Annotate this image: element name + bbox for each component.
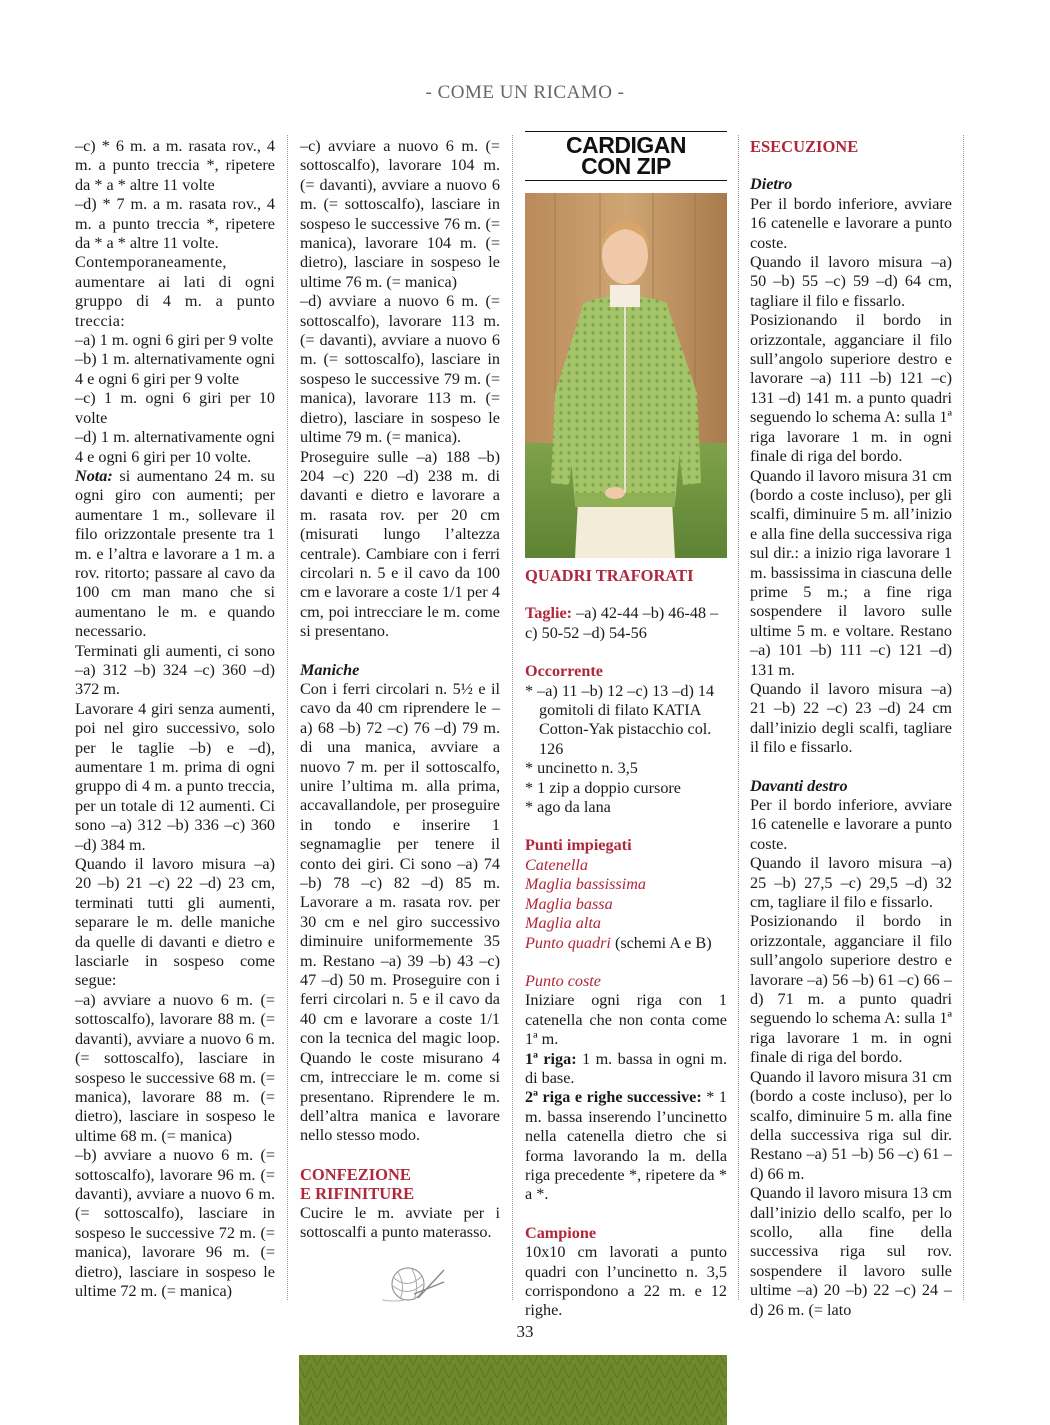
paragraph: –b) 1 m. alternativamente ogni 4 e ogni 6 giri per 9 volte xyxy=(75,350,275,388)
paragraph: Quando il lavoro misura 13 cm dall’inizio dello scalfo, per lo scollo, alla fine della successiva riga sul rov. sospendere il lavoro sulle ultime –a) 20 –b) 22 –c) 24 –d) 26 m. (= lato xyxy=(750,1184,952,1319)
paragraph: Quando il lavoro misura –a) 50 –b) 55 –c) 59 –d) 64 cm, tagliare il filo e fissarlo. xyxy=(750,253,952,310)
paragraph: Contemporaneamente, aumentare ai lati di ogni gruppo di 4 m. a punto treccia: xyxy=(75,253,275,330)
column-3 xyxy=(525,566,727,1321)
paragraph: –c) * 6 m. a m. rasata rov., 4 m. a punto treccia *, ripetere da * a * altre 11 volte xyxy=(75,137,275,194)
paragraph: –a) avviare a nuovo 6 m. (= sottoscalfo), lavorare 88 m. (= davanti), avviare a nuovo 6 m. (= sottoscalfo), lasciare in sospeso le successive 68 m. (= manica), lavorare 88 m. (= dietro), lasciare in sospeso le ultime 68 m. (= manica) xyxy=(75,990,275,1145)
paragraph: Quando il lavoro misura –a) 20 –b) 21 –c) 22 –d) 23 cm, terminati tutti gli aumenti, separare le m. delle maniche da quelle di davanti e dietro e lasciarle in sospeso come segue: xyxy=(75,855,275,990)
stitch-item: Maglia alta xyxy=(525,914,601,933)
stitch-item: Catenella xyxy=(525,855,588,874)
column-divider xyxy=(287,135,288,1300)
nota-label: Nota: xyxy=(75,466,113,485)
taglie-text: –a) 42-44 –b) 46-48 –c) 50-52 –d) 54-56 xyxy=(525,604,719,642)
punti-heading: Punti impiegati xyxy=(525,836,632,855)
nota-paragraph xyxy=(75,467,275,642)
paragraph: Per il bordo inferiore, avviare 16 catenelle e lavorare a punto coste. xyxy=(750,796,952,853)
paragraph: 10x10 cm lavorati a punto quadri con l’uncinetto n. 3,5 corrispondono a 22 m. e 12 righe. xyxy=(525,1243,727,1320)
title-rule-bottom xyxy=(525,180,727,181)
column-divider xyxy=(512,135,513,1300)
paragraph: Per il bordo inferiore, avviare 16 catenelle e lavorare a punto coste. xyxy=(750,194,952,252)
stitch-item: Maglia bassa xyxy=(525,894,613,913)
paragraph: –d) avviare a nuovo 6 m. (= sottoscalfo), lavorare 113 m. (= davanti), avviare a nuovo 6 m. (= sottoscalfo), lasciare in sospeso le successive 79 m. (= manica), lavorare 113 m. (= dietro), lasciare in sospeso le ultime 79 m. (= manica). xyxy=(300,292,500,447)
column-divider xyxy=(963,135,964,1300)
paragraph: Con i ferri circolari n. 5½ e il cavo da 40 cm riprendere le –a) 68 –b) 72 –c) 76 –d) 79 m. di una manica, avviare a nuovo 7 m. per il sottoscalfo, unire l’ultima m. alla prima, accavallandole, per proseguire in tondo e inserire 1 segnamaglie per tenere il conto dei giri. Ci sono –a) 74 –b) 78 –c) 82 –d) 85 m. Lavorare a m. rasata rov. per 30 cm e nel giro successivo diminuire uniformemente 35 m. Restano –a) 39 –b) 43 –c) 47 –d) 50 m. Proseguire con i ferri circolari n. 5 e il cavo da 40 cm e lavorare a coste 1/1 con la tecnica del magic loop. Quando le coste misurano 4 cm, intrecciare le m. come si presentano. Riprendere le m. dell’altra manica e lavorare nello stesso modo. xyxy=(300,679,500,1145)
confezione-heading: CONFEZIONE xyxy=(300,1164,411,1184)
paragraph: Posizionando il bordo in orizzontale, agganciare il filo sull’angolo superiore destro e lavorare –a) 56 –b) 61 –c) 66 –d) 71 m. a punto quadri seguendo lo schema A: sulla 1ª riga lavorare 1 m. in ogni finale di riga del bordo. xyxy=(750,912,952,1067)
paragraph: Posizionando il bordo in orizzontale, agganciare il filo sull’angolo superiore destro e lavorare –a) 111 –b) 121 –c) 131 –d) 141 m. a punto quadri seguendo lo schema A: sulla 1ª riga lavorare 1 m. in ogni finale di riga del bordo. xyxy=(750,311,952,466)
paragraph: Proseguire sulle –a) 188 –b) 204 –c) 220 –d) 238 m. di davanti e dietro e lavorare a m. rasata rov. per 20 cm (misurati lungo l’altezza centrale). Cambiare con i ferri circolari n. 5 e il cavo da 100 cm e lavorare a coste 1/1 per 4 cm, poi intrecciare le m. come si presentano. xyxy=(300,447,500,641)
paragraph: –a) 1 m. ogni 6 giri per 9 volte xyxy=(75,331,274,350)
cardigan-photo xyxy=(525,193,727,558)
page-number: 33 xyxy=(516,1322,534,1341)
materials-item: * uncinetto n. 3,5 xyxy=(525,759,638,778)
paragraph: –b) avviare a nuovo 6 m. (= sottoscalfo), lavorare 96 m. (= davanti), avviare a nuovo 6 m. (= sottoscalfo), lasciare in sospeso le successive 72 m. (= manica), lavorare 96 m. (= dietro), lasciare in sospeso le ultime 72 m. (= manica) xyxy=(75,1146,275,1300)
yarn-ball-icon xyxy=(378,1262,448,1304)
title-line-1: CARDIGAN xyxy=(566,132,686,158)
dietro-heading: Dietro xyxy=(750,175,793,194)
paragraph xyxy=(525,1088,727,1204)
column-4 xyxy=(750,137,952,1320)
section-heading: QUADRI TRAFORATI xyxy=(525,566,694,585)
title-line-2: CON ZIP xyxy=(581,153,671,179)
materials-item: * ago da lana xyxy=(525,798,611,817)
riga1-label: 1ª riga: xyxy=(525,1049,577,1068)
stitch-item: Maglia bassissima xyxy=(525,875,646,894)
stitch-item xyxy=(525,934,727,953)
confezione-heading-2: E RIFINITURE xyxy=(300,1184,415,1204)
paragraph: Quando il lavoro misura –a) 25 –b) 27,5 –c) 29,5 –d) 32 cm, tagliare il filo e fissarlo. xyxy=(750,854,952,912)
running-header: - COME UN RICAMO - xyxy=(425,82,625,103)
paragraph: –d) * 7 m. a m. rasata rov., 4 m. a punto treccia *, ripetere da * a * altre 11 volte. xyxy=(75,195,275,253)
paragraph: Lavorare 4 giri senza aumenti, poi nel giro successivo, solo per le taglie –b) e –d), aumentare 1 m. prima di ogni gruppo di 4 m. a punto treccia, per un totale di 12 aumenti. Ci sono –a) 312 –b) 336 –c) 360 –d) 384 m. xyxy=(75,699,275,854)
paragraph: –c) 1 m. ogni 6 giri per 10 volte xyxy=(75,389,275,427)
riga1-text: 1 m. bassa in ogni m. di base. xyxy=(525,1049,727,1087)
column-2 xyxy=(300,137,500,1242)
riga2-label: 2ª riga e righe successive: xyxy=(525,1088,702,1107)
paragraph xyxy=(525,1050,727,1089)
section-heading: ESECUZIONE xyxy=(750,137,859,156)
punto-quadri-note: (schemi A e B) xyxy=(610,933,712,952)
coste-heading: Punto coste xyxy=(525,971,601,990)
paragraph: –c) avviare a nuovo 6 m. (= sottoscalfo), lavorare 104 m. (= davanti), avviare a nuovo 6 m. (= sottoscalfo), lasciare in sospeso le successive 76 m. (= manica), lavorare 104 m. (= dietro), lasciare in sospeso le ultime 76 m. (= manica) xyxy=(300,137,500,291)
punto-quadri: Punto quadri xyxy=(525,933,611,952)
paragraph: Terminati gli aumenti, ci sono –a) 312 –b) 324 –c) 360 –d) 372 m. xyxy=(75,641,275,699)
davanti-heading: Davanti destro xyxy=(750,776,848,795)
materials-item: * 1 zip a doppio cursore xyxy=(525,778,681,797)
paragraph: Cucire le m. avviate per i sottoscalfi a punto materasso. xyxy=(300,1203,500,1241)
materials-item: * –a) 11 –b) 12 –c) 13 –d) 14 gomitoli di filato KATIA Cotton-Yak pistacchio col. 126 xyxy=(525,681,715,758)
campione-heading: Campione xyxy=(525,1223,597,1242)
paragraph: –d) 1 m. alternativamente ogni 4 e ogni 6 giri per 10 volte. xyxy=(75,428,275,466)
paragraph: Iniziare ogni riga con 1 catenella che non conta come 1ª m. xyxy=(525,991,727,1049)
paragraph: Quando il lavoro misura 31 cm (bordo a coste incluso), per lo scalfo, diminuire 5 m. alla fine della successiva riga sul dir. Restano –a) 51 –b) 56 –c) 61 –d) 66 m. xyxy=(750,1067,952,1183)
taglie-paragraph xyxy=(525,604,727,643)
column-divider xyxy=(738,135,739,1300)
article-title xyxy=(525,132,727,179)
nota-text: si aumentano 24 m. su ogni giro con aumenti; per aumentare 1 m., sollevare il filo orizzontale presente tra 1 m. e l’altra e lavorare a 1 m. a rov. ritorto; passare al cavo da 100 cm man mano che si aumentano le m. e quando necessario. xyxy=(75,466,275,641)
column-1 xyxy=(75,137,275,1301)
maniche-heading: Maniche xyxy=(300,660,360,679)
paragraph: Quando il lavoro misura –a) 21 –b) 22 –c) 23 –d) 24 cm dall’inizio degli scalfi, tagliare il filo e fissarlo. xyxy=(750,679,952,757)
riga2-text: * 1 m. bassa inserendo l’uncinetto nella catenella dietro che si forma lavorando la m. della riga precedente *, ripetere da * a *. xyxy=(525,1088,727,1204)
paragraph: Quando il lavoro misura 31 cm (bordo a coste incluso), per gli scalfi, diminuire 5 m. all’inizio e alla fine della successiva riga sul dir.: a inizio riga lavorare 1 m. bassissima in ciascuna delle prime 5 m.; a fine riga sospendere il lavoro sulle ultime 5 m. e voltare. Restano –a) 101 –b) 111 –c) 121 –d) 131 m. xyxy=(750,466,952,679)
taglie-label: Taglie: xyxy=(525,604,573,623)
occorrente-heading: Occorrente xyxy=(525,662,603,681)
knit-texture-strip xyxy=(299,1355,727,1425)
